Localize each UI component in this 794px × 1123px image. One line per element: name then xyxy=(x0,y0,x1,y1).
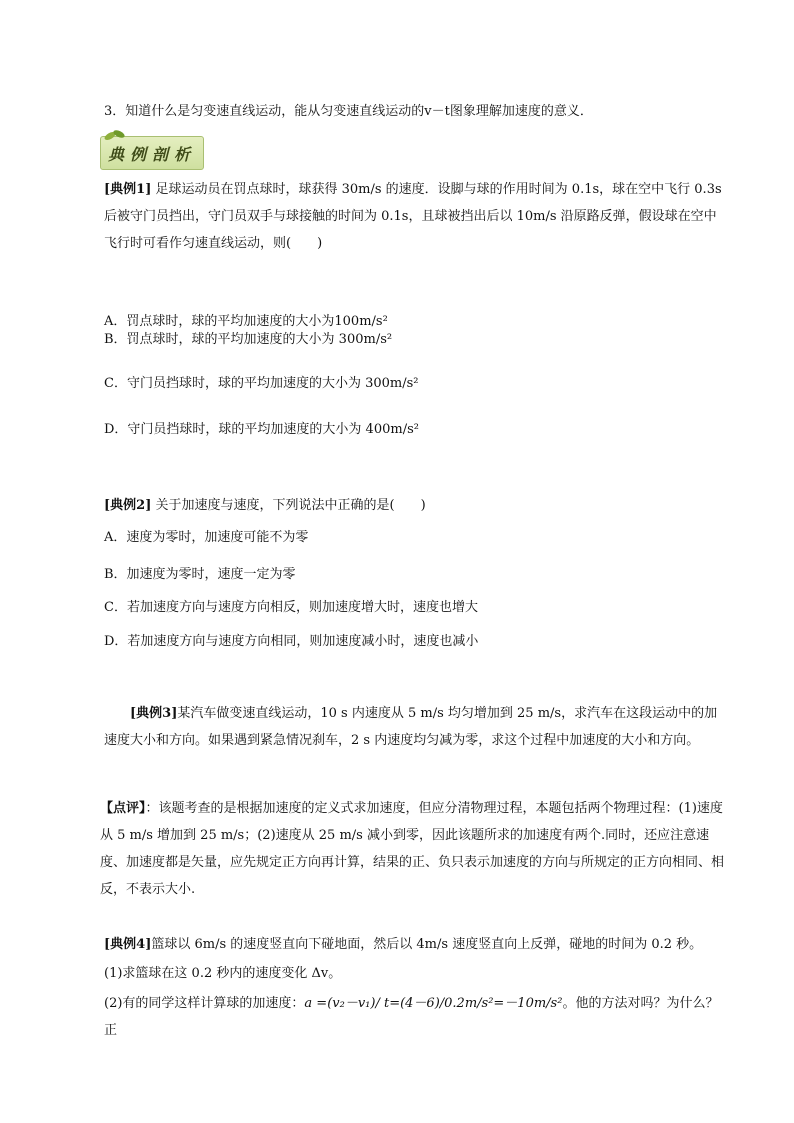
comment-tag: 【点评】 xyxy=(100,801,146,816)
section-badge-label: 典例剖析 xyxy=(108,145,197,164)
example-4-tag: [典例4] xyxy=(104,937,152,952)
example-3-tag: [典例3] xyxy=(130,706,178,721)
section-badge xyxy=(100,132,202,168)
example-4-stem: [典例4]篮球以 6m/s 的速度竖直向下碰地面，然后以 4m/s 速度竖直向上反弹，碰地的时间为 0.2 秒。 xyxy=(104,937,703,952)
example-1-tag: [典例1] xyxy=(104,182,152,197)
example-2-tag: [典例2] xyxy=(104,498,152,513)
example-2-option-a: A．速度为零时，加速度可能不为零 xyxy=(104,530,309,545)
example-2-option-c: C．若加速度方向与速度方向相反，则加速度增大时，速度也增大 xyxy=(104,600,478,615)
example-4-question-1: (1)求篮球在这 0.2 秒内的速度变化 Δv。 xyxy=(104,966,342,981)
example-1-option-a: A．罚点球时，球的平均加速度的大小为100m/s² xyxy=(104,314,388,329)
example-1-stem: [典例1] 足球运动员在罚点球时，球获得 30m/s 的速度．设脚与球的作用时间为 0.1s，球在空中飞行 0.3s 后被守门员挡出，守门员双手与球接触的时间为 0.1s，且球被挡出后以 10m/s 沿原路反弹，假设球在空中飞行时可看作匀速直线运动，则( ) xyxy=(104,182,722,251)
example-2-option-d: D．若加速度方向与速度方向相同，则加速度减小时，速度也减小 xyxy=(104,634,479,649)
example-2-stem: [典例2] 关于加速度与速度，下列说法中正确的是( ) xyxy=(104,498,426,513)
comment-paragraph: 【点评】：该题考查的是根据加速度的定义式求加速度，但应分清物理过程，本题包括两个物理过程：(1)速度从 5 m/s 增加到 25 m/s；(2)速度从 25 m/s 减小到零，因此该题所求的加速度有两个.同时，还应注意速度、加速度都是矢量，应先规定正方向再计算，结果的正、负只表示加速度的方向与所规定的正方向相同、相反，不表示大小. xyxy=(100,801,725,897)
acceleration-formula: a =(v₂－v₁)/ t=(4－6)/0.2m/s²=－10m/s² xyxy=(304,996,563,1011)
example-1-option-d: D．守门员挡球时，球的平均加速度的大小为 400m/s² xyxy=(104,422,419,437)
example-1-option-b: B．罚点球时，球的平均加速度的大小为 300m/s² xyxy=(104,332,393,347)
learning-objective: 3．知道什么是匀变速直线运动，能从匀变速直线运动的v－t图象理解加速度的意义． xyxy=(104,104,593,119)
example-2-option-b: B．加速度为零时，速度一定为零 xyxy=(104,567,296,582)
example-3-stem: [典例3]某汽车做变速直线运动，10 s 内速度从 5 m/s 均匀增加到 25 m/s，求汽车在这段运动中的加速度大小和方向。如果遇到紧急情况刹车，2 s 内速度均匀减为零，求这个过程中加速度的大小和方向。 xyxy=(104,706,718,748)
example-1-option-c: C．守门员挡球时，球的平均加速度的大小为 300m/s² xyxy=(104,376,419,391)
example-4-question-2: (2)有的同学这样计算球的加速度：a =(v₂－v₁)/ t=(4－6)/0.2m/s²=－10m/s²。他的方法对吗？为什么？正 xyxy=(104,996,719,1038)
